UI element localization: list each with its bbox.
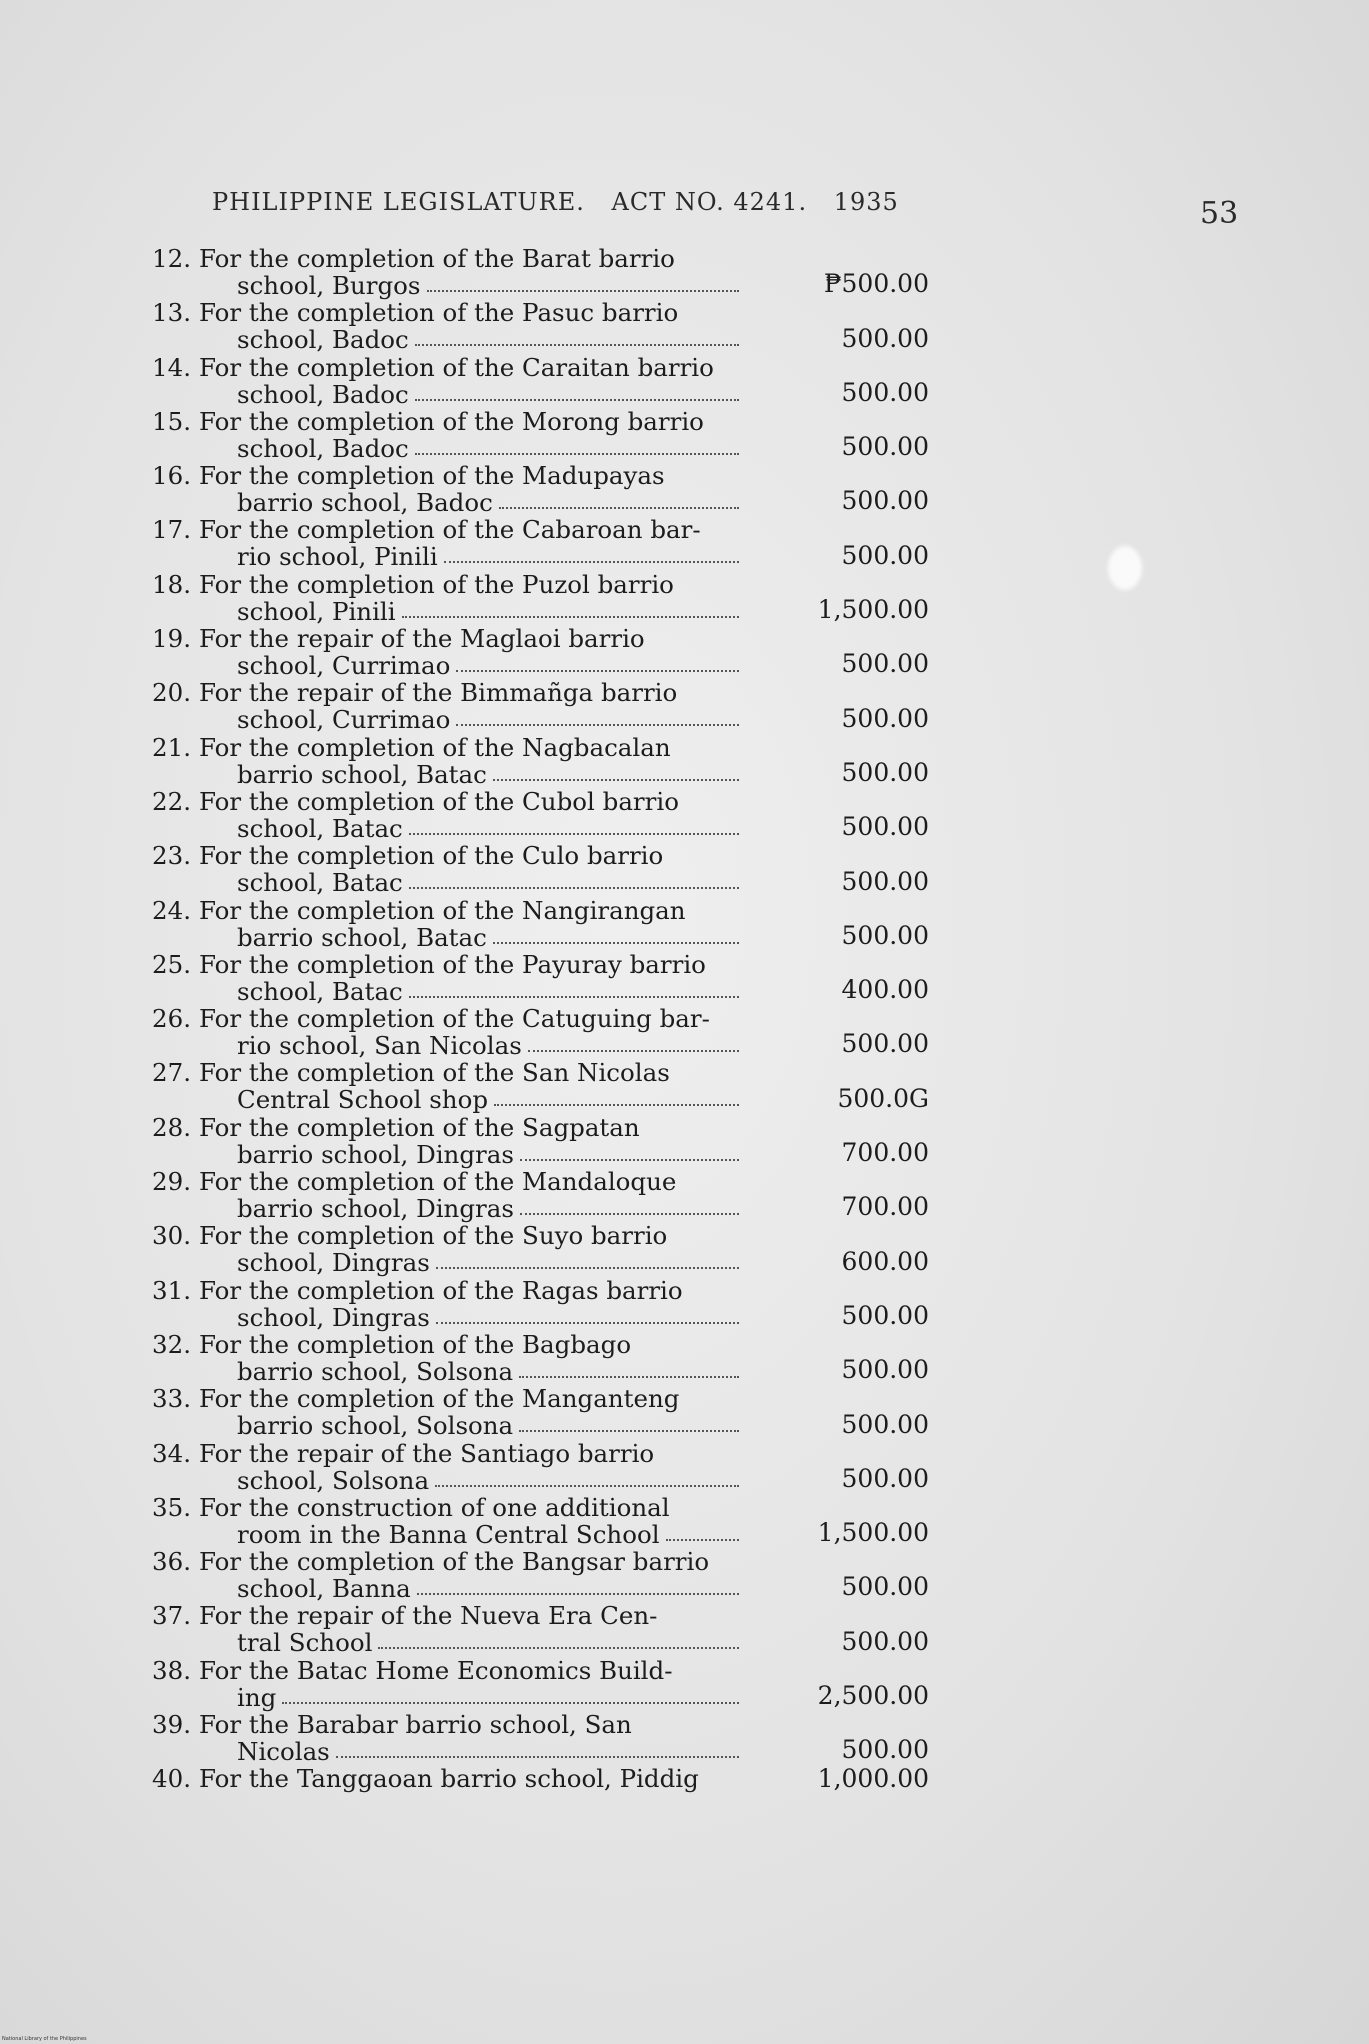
item-description [199, 1711, 739, 1765]
item-amount: 500.00 [841, 377, 929, 407]
item-line-1: For the completion of the Bangsar barrio [199, 1547, 710, 1577]
item-line-2-text: Nicolas [237, 1737, 330, 1767]
item-number: 28. [152, 1112, 191, 1142]
item-description [199, 1494, 739, 1548]
list-item [136, 1114, 956, 1168]
item-line-2 [199, 1575, 739, 1602]
item-number: 40. [152, 1764, 191, 1794]
item-line-2 [199, 1086, 739, 1113]
item-description [199, 1331, 739, 1385]
item-description [199, 1059, 739, 1113]
list-item [136, 1494, 956, 1548]
dot-leader [528, 1032, 739, 1052]
item-line-2 [199, 435, 739, 462]
footer-note: National Library of the Philippines [2, 2036, 87, 2042]
list-item [136, 1005, 956, 1059]
item-description [199, 1277, 739, 1331]
item-line-2-text: school, Badoc [237, 325, 409, 355]
item-line-1: For the completion of the Nangirangan [199, 895, 686, 925]
item-amount: 500.00 [841, 1735, 929, 1765]
item-amount: 2,500.00 [817, 1681, 929, 1711]
item-description [199, 734, 739, 788]
dot-leader [282, 1684, 739, 1704]
list-item [136, 354, 956, 408]
item-line-2-text: Central School shop [237, 1085, 489, 1115]
item-number: 19. [152, 624, 191, 654]
item-amount: 500.00 [841, 1463, 929, 1493]
item-number: 36. [152, 1547, 191, 1577]
item-line-2 [199, 1249, 739, 1276]
item-number: 23. [152, 841, 191, 871]
item-line-2-text: school, Badoc [237, 379, 409, 409]
dot-leader [493, 761, 739, 781]
item-line-2 [199, 543, 739, 570]
item-line-2-text: school, Batac [237, 868, 403, 898]
dot-leader [409, 815, 739, 835]
item-amount: 1,000.00 [817, 1764, 929, 1794]
item-amount: ₱500.00 [823, 269, 929, 299]
list-item [136, 734, 956, 788]
item-line-2 [199, 924, 739, 951]
item-number: 35. [152, 1492, 191, 1522]
item-line-1: For the completion of the Ragas barrio [199, 1275, 683, 1305]
item-line-2-text: school, Currimao [237, 651, 451, 681]
item-line-2 [199, 1684, 739, 1711]
item-description [199, 1168, 739, 1222]
item-amount: 500.00 [841, 540, 929, 570]
item-number: 12. [152, 244, 191, 273]
list-item [136, 245, 956, 299]
item-amount: 500.00 [841, 1626, 929, 1656]
item-description [199, 571, 739, 625]
item-line-2-text: barrio school, Dingras [237, 1139, 514, 1169]
dot-leader [494, 1086, 739, 1106]
item-description [199, 1765, 739, 1792]
dot-leader [409, 978, 739, 998]
item-line-1: For the completion of the Culo barrio [199, 841, 664, 871]
list-item [136, 625, 956, 679]
item-line-2-text: school, Currimao [237, 705, 451, 735]
item-line-2 [199, 706, 739, 733]
item-number: 15. [152, 406, 191, 436]
item-number: 27. [152, 1058, 191, 1088]
list-item [136, 1331, 956, 1385]
item-amount: 500.00 [841, 432, 929, 462]
item-line-1: For the completion of the Caraitan barrio [199, 352, 714, 382]
item-amount: 500.00 [841, 1572, 929, 1602]
item-description [199, 1602, 739, 1656]
list-item [136, 516, 956, 570]
item-number: 33. [152, 1384, 191, 1414]
item-line-2 [199, 598, 739, 625]
item-line-2-text: ing [237, 1682, 277, 1712]
item-number: 31. [152, 1275, 191, 1305]
header-act: ACT NO. 4241. [611, 188, 808, 216]
item-line-1: For the completion of the Manganteng [199, 1384, 680, 1414]
item-line-2 [199, 1521, 739, 1548]
list-item [136, 842, 956, 896]
item-amount: 1,500.00 [817, 1518, 929, 1548]
item-line-2-text: school, Dingras [237, 1302, 430, 1332]
item-line-1: For the completion of the Pasuc barrio [199, 298, 679, 328]
item-number: 26. [152, 1004, 191, 1034]
list-item [136, 1602, 956, 1656]
item-line-2-text: school, Badoc [237, 433, 409, 463]
item-description [199, 1222, 739, 1276]
item-line-2-text: barrio school, Dingras [237, 1194, 514, 1224]
list-item [136, 1765, 956, 1797]
item-number: 39. [152, 1710, 191, 1740]
item-line-2-text: school, Dingras [237, 1248, 430, 1278]
item-line-2 [199, 489, 739, 516]
item-amount: 500.00 [841, 812, 929, 842]
item-line-1: For the completion of the Puzol barrio [199, 569, 674, 599]
dot-leader [499, 489, 739, 509]
item-description [199, 625, 739, 679]
item-line-2 [199, 1467, 739, 1494]
dot-leader [435, 1467, 739, 1487]
dot-leader [378, 1629, 739, 1649]
item-line-2 [199, 1629, 739, 1656]
list-item [136, 571, 956, 625]
item-description [199, 842, 739, 896]
item-line-2-text: rio school, San Nicolas [237, 1031, 522, 1061]
item-number: 16. [152, 461, 191, 491]
item-line-1: For the completion of the Barat barrio [199, 244, 675, 273]
list-item [136, 1385, 956, 1439]
item-line-2 [199, 381, 739, 408]
dot-leader [456, 706, 739, 726]
list-item [136, 462, 956, 516]
item-description [199, 1657, 739, 1711]
item-number: 30. [152, 1221, 191, 1251]
paper-blemish [1108, 546, 1142, 590]
item-line-1: For the completion of the Cabaroan bar- [199, 515, 701, 545]
item-line-2-text: barrio school, Badoc [237, 488, 493, 518]
dot-leader [415, 435, 739, 455]
dot-leader [519, 1412, 739, 1432]
item-line-1: For the Batac Home Economics Build- [199, 1655, 673, 1685]
list-item [136, 897, 956, 951]
dot-leader [415, 381, 739, 401]
item-line-2-text: barrio school, Solsona [237, 1356, 514, 1386]
item-line-2-text: school, Pinili [237, 596, 396, 626]
item-amount: 500.00 [841, 1029, 929, 1059]
item-line-1: For the construction of one additional [199, 1492, 670, 1522]
item-line-2-text: school, Batac [237, 976, 403, 1006]
list-item [136, 1440, 956, 1494]
dot-leader [493, 924, 739, 944]
list-item [136, 1548, 956, 1602]
item-line-2 [199, 978, 739, 1005]
item-number: 32. [152, 1329, 191, 1359]
item-description [199, 679, 739, 733]
dot-leader [520, 1195, 739, 1215]
item-line-2-text: barrio school, Batac [237, 922, 487, 952]
item-description [199, 354, 739, 408]
item-line-1: For the completion of the San Nicolas [199, 1058, 670, 1088]
item-line-1: For the Tanggaoan barrio school, Piddig [199, 1764, 699, 1794]
item-line-2 [199, 1141, 739, 1168]
item-amount: 500.00 [841, 486, 929, 516]
dot-leader [519, 1358, 739, 1378]
item-line-1: For the completion of the Cubol barrio [199, 786, 679, 816]
item-line-1: For the Barabar barrio school, San [199, 1710, 632, 1740]
header-year: 1935 [833, 188, 899, 216]
appropriation-list [136, 245, 956, 1797]
item-amount: 500.00 [841, 866, 929, 896]
item-number: 24. [152, 895, 191, 925]
item-line-2 [199, 1195, 739, 1222]
dot-leader [444, 543, 739, 563]
list-item [136, 1222, 956, 1276]
item-number: 21. [152, 732, 191, 762]
item-line-2 [199, 272, 739, 299]
item-description [199, 516, 739, 570]
item-number: 14. [152, 352, 191, 382]
item-description [199, 245, 739, 299]
item-line-1: For the completion of the Morong barrio [199, 406, 704, 436]
dot-leader [520, 1141, 739, 1161]
item-amount: 500.00 [841, 1300, 929, 1330]
item-line-1: For the repair of the Bimmañga barrio [199, 678, 678, 708]
dot-leader [436, 1304, 739, 1324]
header-title: PHILIPPINE LEGISLATURE. [212, 188, 585, 216]
item-number: 20. [152, 678, 191, 708]
item-amount: 400.00 [841, 975, 929, 1005]
item-amount: 500.0G [837, 1083, 929, 1113]
item-number: 22. [152, 786, 191, 816]
item-description [199, 462, 739, 516]
dot-leader [336, 1738, 739, 1758]
item-line-2-text: room in the Banna Central School [237, 1519, 660, 1549]
item-amount: 500.00 [841, 649, 929, 679]
item-description [199, 1548, 739, 1602]
item-description [199, 788, 739, 842]
item-line-2 [199, 1032, 739, 1059]
item-number: 25. [152, 949, 191, 979]
item-line-2-text: school, Batac [237, 813, 403, 843]
item-line-2 [199, 1738, 739, 1765]
item-description [199, 408, 739, 462]
item-line-2-text: rio school, Pinili [237, 542, 438, 572]
item-line-2 [199, 1304, 739, 1331]
dot-leader [415, 326, 739, 346]
item-amount: 500.00 [841, 1355, 929, 1385]
item-description [199, 299, 739, 353]
item-description [199, 951, 739, 1005]
item-line-1: For the repair of the Maglaoi barrio [199, 624, 645, 654]
item-number: 37. [152, 1601, 191, 1631]
page-number: 53 [1200, 196, 1239, 231]
item-number: 18. [152, 569, 191, 599]
item-line-1: For the completion of the Suyo barrio [199, 1221, 668, 1251]
list-item [136, 1277, 956, 1331]
item-number: 38. [152, 1655, 191, 1685]
list-item [136, 1711, 956, 1765]
item-line-2-text: school, Solsona [237, 1465, 430, 1495]
item-line-2 [199, 869, 739, 896]
item-line-1: For the repair of the Nueva Era Cen- [199, 1601, 658, 1631]
dot-leader [409, 869, 739, 889]
item-line-1: For the completion of the Catuguing bar- [199, 1004, 710, 1034]
item-line-2-text: school, Banna [237, 1574, 411, 1604]
item-line-2 [199, 815, 739, 842]
item-amount: 500.00 [841, 920, 929, 950]
item-line-1: For the completion of the Nagbacalan [199, 732, 671, 762]
list-item [136, 679, 956, 733]
item-number: 17. [152, 515, 191, 545]
item-amount: 500.00 [841, 703, 929, 733]
dot-leader [402, 598, 739, 618]
item-line-2 [199, 1412, 739, 1439]
item-description [199, 1440, 739, 1494]
item-line-1: For the completion of the Bagbago [199, 1329, 632, 1359]
item-line-1: For the completion of the Madupayas [199, 461, 665, 491]
item-description [199, 1385, 739, 1439]
list-item [136, 408, 956, 462]
item-line-2-text: tral School [237, 1628, 373, 1658]
dot-leader [436, 1249, 739, 1269]
item-number: 34. [152, 1438, 191, 1468]
dot-leader [456, 652, 739, 672]
dot-leader [666, 1521, 739, 1541]
item-amount: 1,500.00 [817, 595, 929, 625]
list-item [136, 951, 956, 1005]
list-item [136, 1168, 956, 1222]
list-item [136, 788, 956, 842]
item-description [199, 897, 739, 951]
item-line-2 [199, 761, 739, 788]
list-item [136, 1657, 956, 1711]
item-amount: 600.00 [841, 1246, 929, 1276]
item-line-2-text: barrio school, Batac [237, 759, 487, 789]
item-line-2 [199, 1358, 739, 1385]
running-header [212, 188, 917, 216]
item-amount: 700.00 [841, 1138, 929, 1168]
item-line-2-text: school, Burgos [237, 271, 421, 300]
item-description [199, 1005, 739, 1059]
item-number: 29. [152, 1167, 191, 1197]
item-amount: 500.00 [841, 323, 929, 353]
dot-leader [417, 1575, 739, 1595]
item-amount: 500.00 [841, 1409, 929, 1439]
item-line-1: For the completion of the Payuray barrio [199, 949, 706, 979]
item-line-1: For the completion of the Sagpatan [199, 1112, 640, 1142]
list-item [136, 1059, 956, 1113]
item-line-1: For the repair of the Santiago barrio [199, 1438, 655, 1468]
item-description [199, 1114, 739, 1168]
item-line-1: For the completion of the Mandaloque [199, 1167, 677, 1197]
item-number: 13. [152, 298, 191, 328]
item-amount: 500.00 [841, 757, 929, 787]
item-line-2 [199, 652, 739, 679]
item-line-2 [199, 326, 739, 353]
dot-leader [427, 272, 740, 292]
item-amount: 700.00 [841, 1192, 929, 1222]
item-line-2-text: barrio school, Solsona [237, 1411, 514, 1441]
list-item [136, 299, 956, 353]
